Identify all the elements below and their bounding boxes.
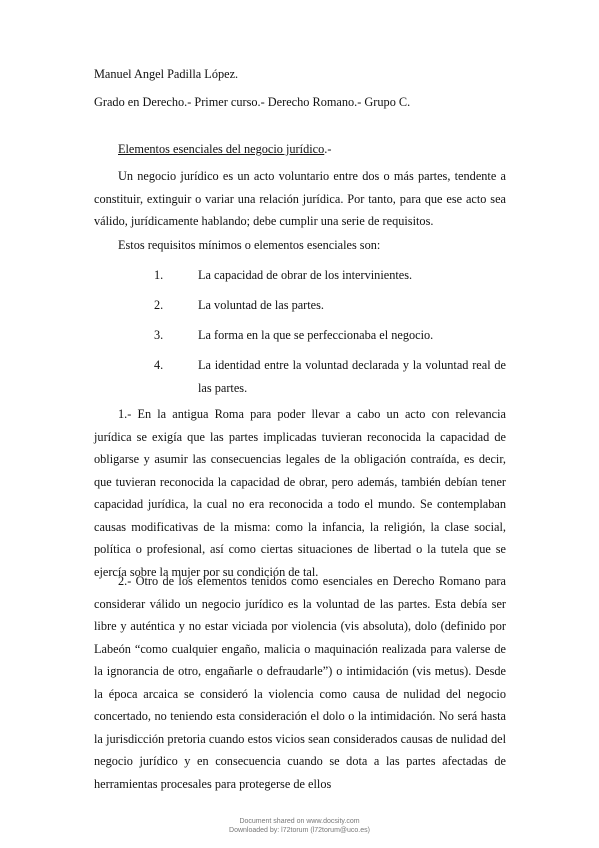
list-item-text: La voluntad de las partes. [198,298,325,312]
list-item [94,324,506,347]
list-item [94,354,506,399]
footer-shared: Document shared on www.docsity.com [239,818,360,825]
section-title [118,142,331,157]
list-item-number: 4. [154,358,164,372]
list-item-text: La capacidad de obrar de los intervinientes. [198,268,413,282]
author-name: Manuel Angel Padilla López. [94,67,239,81]
footer-downloaded: Downloaded by: l72torum (l72torum@uco.es) [229,827,370,834]
paragraph-will: 2.- Otro de los elementos tenidos como esenciales en Derecho Romano para considerar válido un negocio jurídico es la voluntad de las partes. Esta debía ser libre y auténtica y no estar viciada por violencia (vis absoluta), dolo (definido por Labeón “como cualquier engaño, malicia o maquinación realizada para valerse de la ignorancia de otro, engañarle o defraudarle”) o intimidación (vis metus). Desde la época arcaica se consideró la violencia como causa de nulidad del negocio concertado, no teniendo esta consideración el dolo o la intimidación. No será hasta la jurisdicción pretoria cuando estos vicios sean considerados causas de nulidad del negocio jurídico y en consecuencia cuando se dota a las partes afectadas de herramientas procesales para protegerse de ellos [94,574,506,791]
course-info: Grado en Derecho.- Primer curso.- Derecho Romano.- Grupo C. [94,95,411,109]
list-item [94,264,506,287]
paragraph-capacity: 1.- En la antigua Roma para poder llevar a cabo un acto con relevancia jurídica se exigía que las partes implicadas tuvieran reconocida la capacidad de obligarse y asumir las consecuencias legales de la obligación contraída, es decir, que tuvieran reconocida la capacidad de obrar, pero además, también debían tener capacidad jurídica, la cual no era reconocida a todo el mundo. Se contemplaban causas modificativas de la misma: como la infancia, la religión, la clase social, política o profesional, así como ciertas situaciones de libertad o la tutela que se ejercía sobre la mujer por su condición de tal. [94,407,506,579]
list-item-text: La forma en la que se perfeccionaba el negocio. [198,328,434,342]
requisites-lead: Estos requisitos mínimos o elementos esenciales son: [118,238,381,252]
section-title-suffix: .- [324,142,332,156]
intro-paragraph: Un negocio jurídico es un acto voluntario entre dos o más partes, tendente a constituir, extinguir o variar una relación jurídica. Por tanto, para que ese acto sea válido, jurídicamente hablando; debe cumplir una serie de requisitos. [94,169,506,228]
list-item-number: 3. [154,328,164,342]
list-item [94,294,506,317]
list-item-text: La identidad entre la voluntad declarada y la voluntad real de las partes. [198,358,506,395]
requisites-list [94,264,506,399]
list-item-number: 2. [154,298,164,312]
list-item-number: 1. [154,268,164,282]
section-title-text: Elementos esenciales del negocio jurídico [118,142,325,156]
